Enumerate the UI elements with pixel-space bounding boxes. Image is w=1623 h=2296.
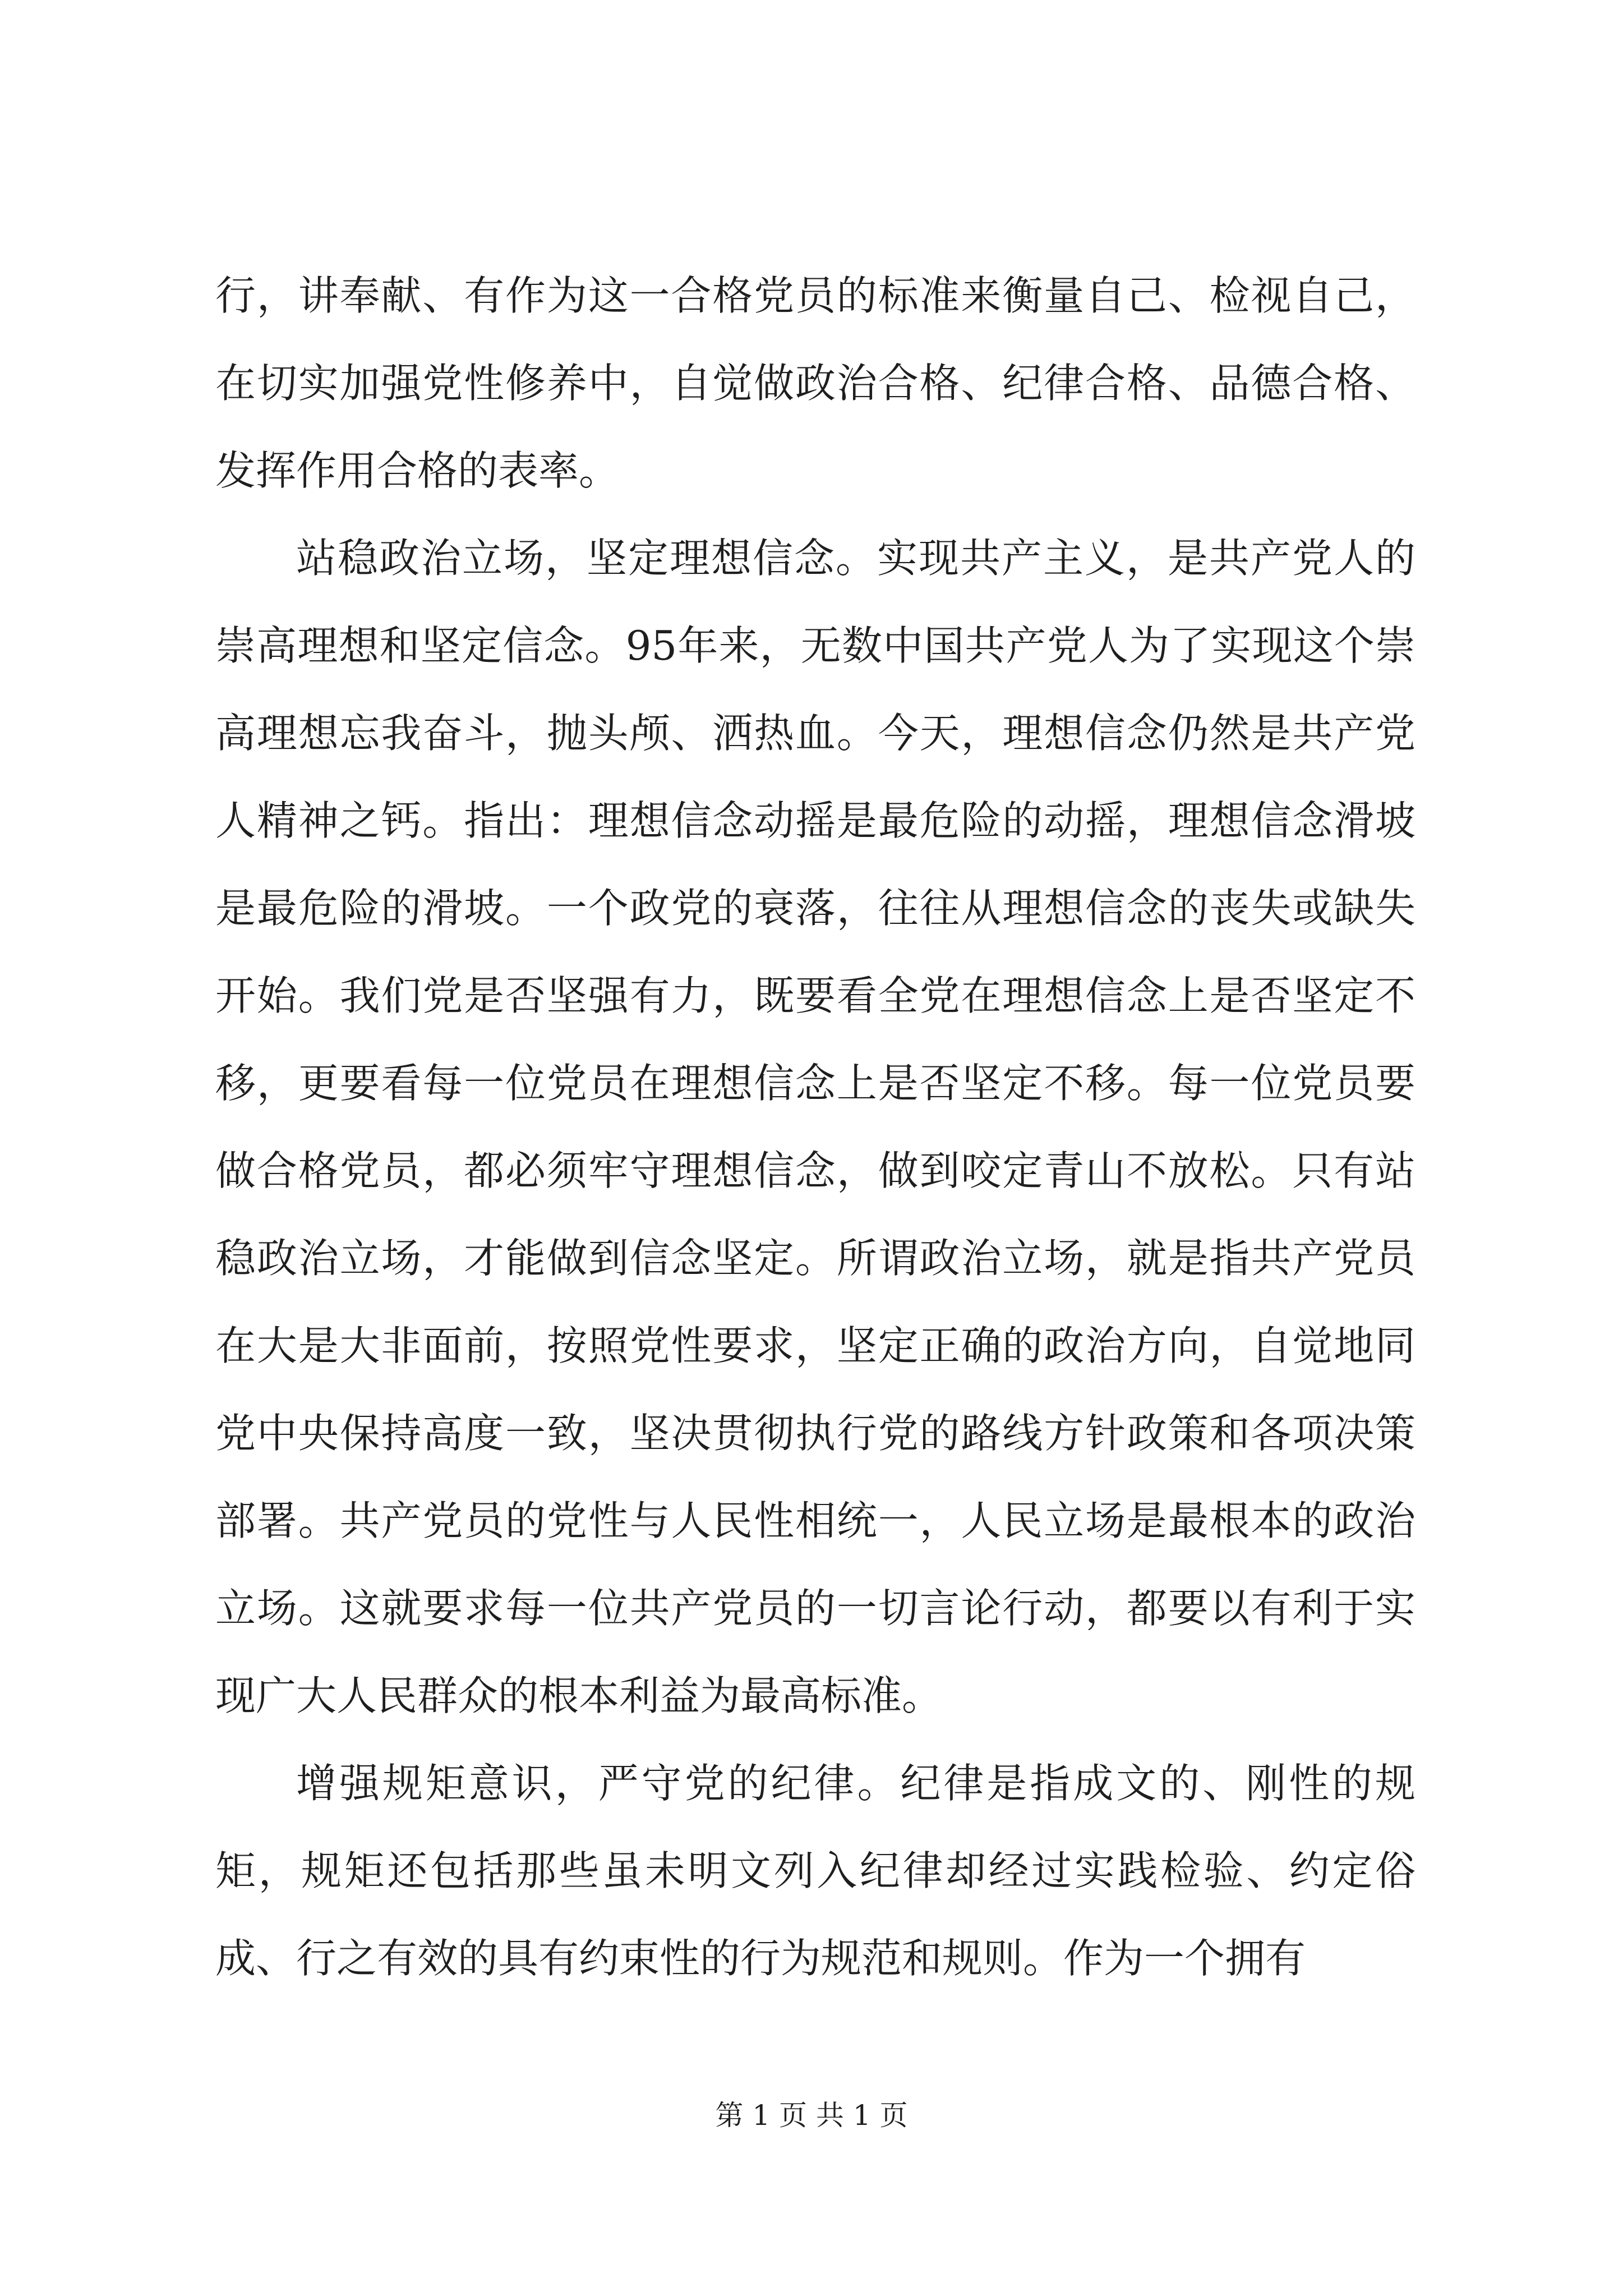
- page-number-footer: 第 1 页 共 1 页: [715, 2099, 908, 2132]
- document-body: [215, 252, 1415, 2002]
- paragraph-continuation: 行，讲奉献、有作为这一合格党员的标准来衡量自己、检视自己，在切实加强党性修养中，自觉做政治合格、纪律合格、品德合格、发挥作用合格的表率。: [215, 272, 1415, 494]
- paragraph-party-discipline: 增强规矩意识，严守党的纪律。纪律是指成文的、刚性的规矩，规矩还包括那些虽未明文列入纪律却经过实践检验、约定俗成、行之有效的具有约束性的行为规范和规则。作为一个拥有: [215, 1760, 1415, 1982]
- paragraph-political-stance: 站稳政治立场，坚定理想信念。实现共产主义，是共产党人的崇高理想和坚定信念。95年来，无数中国共产党人为了实现这个崇高理想忘我奋斗，抛头颅、洒热血。今天，理想信念仍然是共产党人精神之钙。指出：理想信念动摇是最危险的动摇，理想信念滑坡是最危险的滑坡。一个政党的衰落，往往从理想信念的丧失或缺失开始。我们党是否坚强有力，既要看全党在理想信念上是否坚定不移，更要看每一位党员在理想信念上是否坚定不移。每一位党员要做合格党员，都必须牢守理想信念，做到咬定青山不放松。只有站稳政治立场，才能做到信念坚定。所谓政治立场，就是指共产党员在大是大非面前，按照党性要求，坚定正确的政治方向，自觉地同党中央保持高度一致，坚决贯彻执行党的路线方针政策和各项决策部署。共产党员的党性与人民性相统一，人民立场是最根本的政治立场。这就要求每一位共产党员的一切言论行动，都要以有利于实现广大人民群众的根本利益为最高标准。: [215, 535, 1415, 1719]
